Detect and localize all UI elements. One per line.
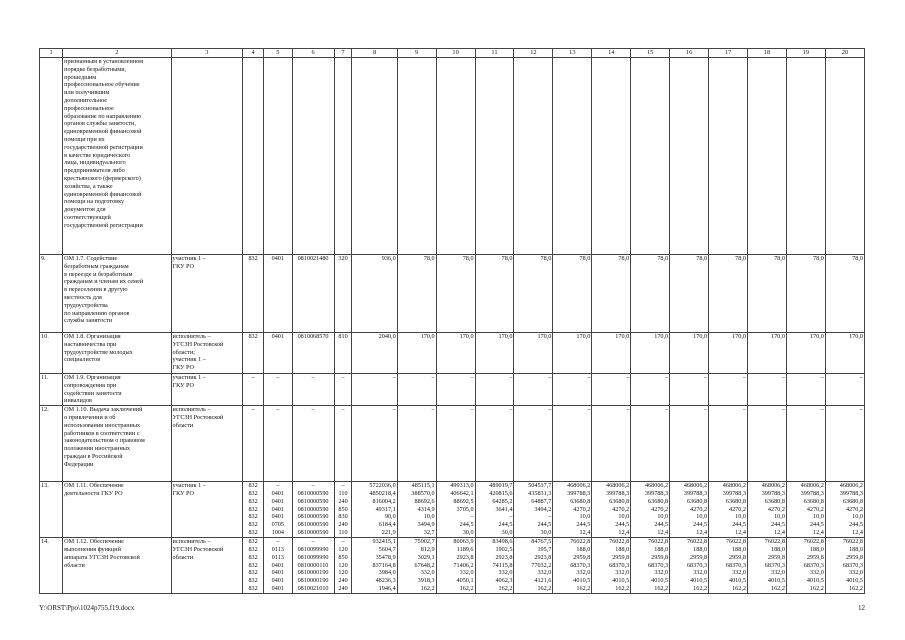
amount-cell: – [352, 406, 397, 482]
col-header: 20 [825, 49, 864, 58]
amount-cell: 489019,7 420815,6 64285,2 3641,4 – 244,5 30,0 [475, 482, 514, 538]
measure-name: ОМ 1.11. Обеспечение деятельности ГКУ РО [63, 482, 171, 538]
rzpr-code: 0401 [264, 333, 292, 374]
amount-cell: – [436, 374, 475, 406]
vr-code: – 120 850 120 120 240 240 [334, 538, 352, 594]
grbs-code: – [243, 406, 264, 482]
amount-cell: – [709, 374, 748, 406]
amount-cell: – [709, 406, 748, 482]
amount-cell: 170,0 [553, 333, 592, 374]
amount-cell: – [436, 406, 475, 482]
amount-cell: 170,0 [747, 333, 786, 374]
table-row [40, 538, 865, 594]
amount-cell: 76022,8 188,0 2959,8 68370,3 332,0 4010,5 162,2 [592, 538, 631, 594]
amount-cell: 468006,2 399788,3 63680,8 4270,2 10,0 244,5 12,4 [670, 482, 709, 538]
col-header: 17 [709, 49, 748, 58]
grbs-code: 832 832 832 832 832 832 832 [243, 538, 264, 594]
amount-cell: – [747, 406, 786, 482]
amount-cell: – [514, 406, 553, 482]
rzpr-code: – [264, 406, 292, 482]
col-header: 15 [631, 49, 670, 58]
executor: участник 1 – ГКУ РО [171, 482, 243, 538]
amount-cell: – [514, 374, 553, 406]
amount-cell: 78,0 [436, 255, 475, 333]
row-number: 10. [40, 333, 63, 374]
amount-cell: – [475, 406, 514, 482]
amount-cell: 76022,8 188,0 2959,8 68370,3 332,0 4010,5 162,2 [747, 538, 786, 594]
amount-cell: 485115,1 388570,0 88692,6 4314,9 10,0 3494,9 32,7 [397, 482, 436, 538]
amount-cell: – [670, 406, 709, 482]
rzpr-code: – 0401 0401 0401 0401 0705 1004 [264, 482, 292, 538]
table-row [40, 255, 865, 333]
amount-cell: 78,0 [747, 255, 786, 333]
amount-cell: 170,0 [514, 333, 553, 374]
executor: исполнитель – УГСЗН Ростовской области [171, 538, 243, 594]
grbs-code: 832 [243, 333, 264, 374]
vr-code: – [334, 406, 352, 482]
amount-cell: – [475, 374, 514, 406]
table-row [40, 333, 865, 374]
amount-cell: 78,0 [397, 255, 436, 333]
executor: участник 1 – ГКУ РО [171, 255, 243, 333]
col-header: 13 [553, 49, 592, 58]
executor [171, 58, 243, 255]
amount-cell: 76022,8 188,0 2959,8 68370,3 332,0 4010,5 162,2 [553, 538, 592, 594]
col-header: 8 [352, 49, 397, 58]
measure-name: ОМ 1.10. Выдача заключений о привлечении и об использовании иностранных работников в соответствии с законодательством о правовом положении иностранных граждан в Российской Федерации [63, 406, 171, 482]
amount-cell: 78,0 [825, 255, 864, 333]
file-path: Y:\ORST\Ppo\1024p755.f19.docx [39, 604, 135, 612]
row-number: 11. [40, 374, 63, 406]
amount-cell: 170,0 [786, 333, 825, 374]
row-number [40, 58, 63, 255]
budget-table [39, 48, 865, 594]
amount-cell: 78,0 [475, 255, 514, 333]
row-number: 13. [40, 482, 63, 538]
amount-cell: – [631, 406, 670, 482]
col-header: 6 [292, 49, 334, 58]
amount-cell: – [553, 374, 592, 406]
csr-code: – 0810000590 0810000590 0810000590 0810000590 0810000590 0810000590 [292, 482, 334, 538]
col-header: 2 [63, 49, 171, 58]
amount-cell: 170,0 [397, 333, 436, 374]
amount-cell: – [553, 406, 592, 482]
csr-code: – [292, 406, 334, 482]
col-header: 11 [475, 49, 514, 58]
amount-cell: – [631, 374, 670, 406]
csr-code: – [292, 374, 334, 406]
amount-cell: 170,0 [436, 333, 475, 374]
amount-cell: 468006,2 399788,3 63680,8 4270,2 10,0 244,5 12,4 [825, 482, 864, 538]
grbs-code: 832 [243, 255, 264, 333]
executor: исполнитель – УГСЗН Ростовской области [171, 406, 243, 482]
col-header: 5 [264, 49, 292, 58]
amount-cell: 468006,2 399788,3 63680,8 4270,2 10,0 244,5 12,4 [786, 482, 825, 538]
vr-code: – [334, 374, 352, 406]
amount-cell: 78,0 [631, 255, 670, 333]
continuation-row [40, 58, 865, 255]
col-header: 3 [171, 49, 243, 58]
amount-cell: 932415,1 5604,7 35478,9 837164,8 3984,0 48236,3 1946,4 [352, 538, 397, 594]
amount-cell: 80063,9 1189,6 2923,8 71406,2 332,0 4050,1 162,2 [436, 538, 475, 594]
amount-cell: 76022,8 188,0 2959,8 68370,3 332,0 4010,5 162,2 [631, 538, 670, 594]
page-number: 12 [858, 604, 865, 612]
amount-cell: 170,0 [670, 333, 709, 374]
amount-cell: – [352, 374, 397, 406]
amount-cell: 170,0 [631, 333, 670, 374]
col-header: 12 [514, 49, 553, 58]
amount-cell: – [825, 374, 864, 406]
amount-cell: – [397, 406, 436, 482]
amount-cell: 78,0 [709, 255, 748, 333]
measure-name: ОМ 1.7. Содействие безработным гражданам в переезде и безработным гражданам и членам их семей в переселении в другую местность для трудоустройства по направлению органов службы занятости [63, 255, 171, 333]
amount-cell: 76022,8 188,0 2959,8 68370,3 332,0 4010,5 162,2 [709, 538, 748, 594]
column-number-row [40, 49, 865, 58]
amount-cell: 5722036,0 4850218,4 816004,2 49317,1 90,0 6184,4 221,9 [352, 482, 397, 538]
amount-cell: 75902,7 812,9 3029,1 67648,2 332,0 3918,3 162,2 [397, 538, 436, 594]
amount-cell: – [747, 374, 786, 406]
amount-cell: 78,0 [786, 255, 825, 333]
grbs-code: 832 832 832 832 832 832 832 [243, 482, 264, 538]
executor: участник 1 – ГКУ РО [171, 374, 243, 406]
amount-cell: 78,0 [592, 255, 631, 333]
amount-cell: 76022,8 188,0 2959,8 68370,3 332,0 4010,5 162,2 [786, 538, 825, 594]
amount-cell: 170,0 [709, 333, 748, 374]
amount-cell: 468006,2 399788,3 63680,8 4270,2 10,0 244,5 12,4 [631, 482, 670, 538]
row-number: 12. [40, 406, 63, 482]
vr-code: – 110 240 850 830 240 110 [334, 482, 352, 538]
measure-name: ОМ 1.9. Организация сопровождения при содействии занятости инвалидов [63, 374, 171, 406]
amount-cell: 468006,2 399788,3 63680,8 4270,2 10,0 244,5 12,4 [553, 482, 592, 538]
col-header: 19 [786, 49, 825, 58]
amount-cell: 936,0 [352, 255, 397, 333]
vr-code: 810 [334, 333, 352, 374]
amount-cell: 78,0 [553, 255, 592, 333]
csr-code: 0810021480 [292, 255, 334, 333]
col-header: 9 [397, 49, 436, 58]
amount-cell: – [592, 374, 631, 406]
amount-cell: – [592, 406, 631, 482]
amount-cell: 499313,0 406642,1 88692,5 3705,0 – 244,5 30,0 [436, 482, 475, 538]
amount-cell: 170,0 [825, 333, 864, 374]
amount-cell: – [786, 374, 825, 406]
amount-cell: 468006,2 399788,3 63680,8 4270,2 10,0 244,5 12,4 [747, 482, 786, 538]
executor: исполнитель – УГСЗН Ростовской области; участник 1 – ГКУ РО [171, 333, 243, 374]
amount-cell: – [786, 406, 825, 482]
amount-cell: 2040,0 [352, 333, 397, 374]
col-header: 4 [243, 49, 264, 58]
rzpr-code: 0401 [264, 255, 292, 333]
measure-name: признанным в установленном порядке безработными, прошедшим профессиональное обучение или получившим дополнительное профессиональное образование по направлению органов службы занятости, единовременной финансовой помощи при их государственной регистрации в качестве юридического лица, индивидуального предпринимателя либо крестьянского (фермерского) хозяйства, а также единовременной финансовой помощи на подготовку документов для соответствующей государственной регистрации [63, 58, 171, 255]
vr-code: 320 [334, 255, 352, 333]
col-header: 1 [40, 49, 63, 58]
amount-cell: 170,0 [475, 333, 514, 374]
rzpr-code: – 0113 0113 0401 0401 0401 0401 [264, 538, 292, 594]
table-row [40, 406, 865, 482]
col-header: 18 [747, 49, 786, 58]
amount-cell: 76022,8 188,0 2959,8 68370,3 332,0 4010,5 162,2 [825, 538, 864, 594]
col-header: 7 [334, 49, 352, 58]
measure-name: ОМ 1.12. Обеспечение выполнения функций аппарата УГСЗН Ростовской области [63, 538, 171, 594]
row-number: 9. [40, 255, 63, 333]
amount-cell: 76022,8 188,0 2959,8 68370,3 332,0 4010,5 162,2 [670, 538, 709, 594]
csr-code: 0810068570 [292, 333, 334, 374]
col-header: 10 [436, 49, 475, 58]
col-header: 14 [592, 49, 631, 58]
table-row [40, 482, 865, 538]
amount-cell: 78,0 [514, 255, 553, 333]
amount-cell: 504537,7 435831,3 64887,7 3494,2 – 244,5 30,0 [514, 482, 553, 538]
amount-cell: 468006,2 399788,3 63680,8 4270,2 10,0 244,5 12,4 [592, 482, 631, 538]
table-row [40, 374, 865, 406]
amount-cell: 84767,5 195,7 2923,8 77032,2 332,0 4121,6 162,2 [514, 538, 553, 594]
col-header: 16 [670, 49, 709, 58]
csr-code: – 0810099990 0810099990 0810000110 0810000190 0810000190 0810021010 [292, 538, 334, 594]
amount-cell: 78,0 [670, 255, 709, 333]
amount-cell: 468006,2 399788,3 63680,8 4270,2 10,0 244,5 12,4 [709, 482, 748, 538]
amount-cell: – [825, 406, 864, 482]
grbs-code: – [243, 374, 264, 406]
measure-name: ОМ 1.8. Организация наставничества при трудоустройстве молодых специалистов [63, 333, 171, 374]
amount-cell: – [670, 374, 709, 406]
row-number: 14. [40, 538, 63, 594]
amount-cell: – [397, 374, 436, 406]
amount-cell: 170,0 [592, 333, 631, 374]
amount-cell: 83498,6 1902,5 2923,8 74115,8 332,0 4062,3 162,2 [475, 538, 514, 594]
rzpr-code: – [264, 374, 292, 406]
